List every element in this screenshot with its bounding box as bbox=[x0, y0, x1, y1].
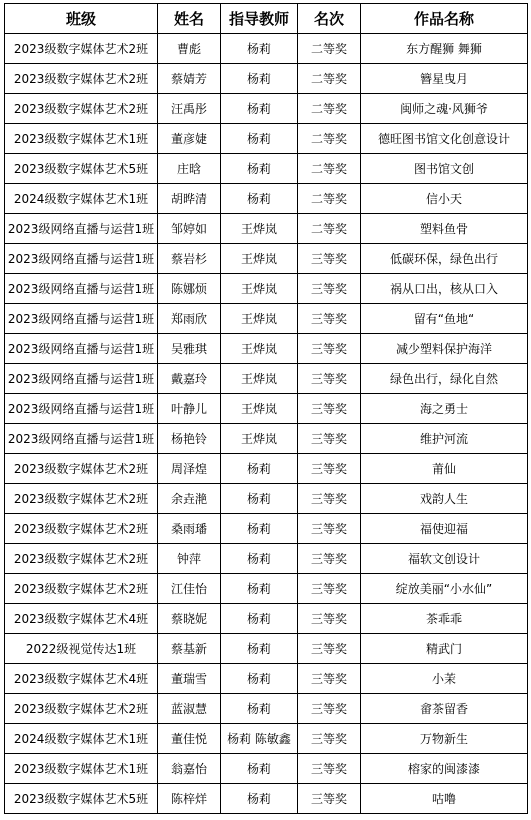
cell-student-name: 庄晗 bbox=[158, 154, 221, 184]
cell-work-title: 德旺图书馆文化创意设计 bbox=[361, 124, 528, 154]
cell-work-title: 绿色出行，绿化自然 bbox=[361, 364, 528, 394]
cell-student-name: 桑雨璠 bbox=[158, 514, 221, 544]
cell-rank: 三等奖 bbox=[298, 784, 361, 814]
cell-rank: 三等奖 bbox=[298, 244, 361, 274]
cell-rank: 三等奖 bbox=[298, 364, 361, 394]
cell-class: 2023级网络直播与运营1班 bbox=[5, 334, 158, 364]
table-row bbox=[5, 424, 528, 454]
table-row bbox=[5, 724, 528, 754]
header-work-title: 作品名称 bbox=[361, 4, 528, 34]
cell-work-title: 精武门 bbox=[361, 634, 528, 664]
cell-student-name: 郑雨欣 bbox=[158, 304, 221, 334]
award-table bbox=[4, 3, 528, 814]
table-row bbox=[5, 334, 528, 364]
cell-rank: 三等奖 bbox=[298, 394, 361, 424]
cell-rank: 三等奖 bbox=[298, 334, 361, 364]
cell-class: 2023级数字媒体艺术2班 bbox=[5, 694, 158, 724]
table-row bbox=[5, 364, 528, 394]
table-row bbox=[5, 274, 528, 304]
cell-work-title: 低碳环保，绿色出行 bbox=[361, 244, 528, 274]
cell-rank: 二等奖 bbox=[298, 184, 361, 214]
table-row bbox=[5, 124, 528, 154]
cell-teacher: 杨莉 bbox=[221, 514, 298, 544]
cell-work-title: 减少塑料保护海洋 bbox=[361, 334, 528, 364]
cell-teacher: 杨莉 bbox=[221, 784, 298, 814]
cell-teacher: 王烨岚 bbox=[221, 244, 298, 274]
cell-student-name: 蔡岩杉 bbox=[158, 244, 221, 274]
cell-student-name: 蔡晓妮 bbox=[158, 604, 221, 634]
header-rank: 名次 bbox=[298, 4, 361, 34]
cell-teacher: 杨莉 bbox=[221, 484, 298, 514]
cell-student-name: 董佳悦 bbox=[158, 724, 221, 754]
cell-student-name: 钟萍 bbox=[158, 544, 221, 574]
cell-rank: 三等奖 bbox=[298, 274, 361, 304]
cell-class: 2023级数字媒体艺术2班 bbox=[5, 574, 158, 604]
cell-work-title: 东方醒狮 舞狮 bbox=[361, 34, 528, 64]
cell-teacher: 杨莉 bbox=[221, 124, 298, 154]
cell-teacher: 杨莉 bbox=[221, 634, 298, 664]
cell-student-name: 江佳怡 bbox=[158, 574, 221, 604]
cell-work-title: 塑料鱼骨 bbox=[361, 214, 528, 244]
table-row bbox=[5, 154, 528, 184]
cell-rank: 三等奖 bbox=[298, 754, 361, 784]
cell-class: 2023级数字媒体艺术2班 bbox=[5, 514, 158, 544]
cell-class: 2023级数字媒体艺术2班 bbox=[5, 34, 158, 64]
cell-class: 2022级视觉传达1班 bbox=[5, 634, 158, 664]
table-row bbox=[5, 694, 528, 724]
cell-class: 2023级网络直播与运营1班 bbox=[5, 394, 158, 424]
cell-student-name: 董彦婕 bbox=[158, 124, 221, 154]
cell-rank: 三等奖 bbox=[298, 664, 361, 694]
cell-class: 2023级网络直播与运营1班 bbox=[5, 244, 158, 274]
cell-student-name: 蔡婧芳 bbox=[158, 64, 221, 94]
cell-work-title: 信小天 bbox=[361, 184, 528, 214]
cell-student-name: 叶静儿 bbox=[158, 394, 221, 424]
cell-teacher: 杨莉 bbox=[221, 184, 298, 214]
cell-teacher: 王烨岚 bbox=[221, 334, 298, 364]
cell-teacher: 王烨岚 bbox=[221, 214, 298, 244]
cell-student-name: 汪禹彤 bbox=[158, 94, 221, 124]
cell-teacher: 杨莉 bbox=[221, 604, 298, 634]
cell-rank: 三等奖 bbox=[298, 574, 361, 604]
cell-teacher: 杨莉 bbox=[221, 544, 298, 574]
cell-student-name: 陈梓烊 bbox=[158, 784, 221, 814]
cell-class: 2023级数字媒体艺术2班 bbox=[5, 64, 158, 94]
cell-rank: 三等奖 bbox=[298, 454, 361, 484]
cell-work-title: 咕噜 bbox=[361, 784, 528, 814]
cell-teacher: 杨莉 bbox=[221, 154, 298, 184]
cell-teacher: 杨莉 bbox=[221, 454, 298, 484]
cell-work-title: 簪星曳月 bbox=[361, 64, 528, 94]
cell-teacher: 杨莉 bbox=[221, 34, 298, 64]
cell-teacher: 王烨岚 bbox=[221, 424, 298, 454]
table-row bbox=[5, 304, 528, 334]
cell-class: 2023级网络直播与运营1班 bbox=[5, 424, 158, 454]
cell-teacher: 杨莉 bbox=[221, 64, 298, 94]
table-header-row bbox=[5, 4, 528, 34]
cell-class: 2023级数字媒体艺术5班 bbox=[5, 154, 158, 184]
cell-work-title: 留有“鱼地“ bbox=[361, 304, 528, 334]
cell-class: 2023级数字媒体艺术1班 bbox=[5, 124, 158, 154]
cell-class: 2023级数字媒体艺术4班 bbox=[5, 604, 158, 634]
cell-work-title: 绽放美丽“小水仙” bbox=[361, 574, 528, 604]
cell-rank: 三等奖 bbox=[298, 484, 361, 514]
table-row bbox=[5, 514, 528, 544]
cell-work-title: 莆仙 bbox=[361, 454, 528, 484]
cell-class: 2023级数字媒体艺术2班 bbox=[5, 484, 158, 514]
cell-work-title: 戏韵人生 bbox=[361, 484, 528, 514]
cell-rank: 二等奖 bbox=[298, 64, 361, 94]
table-row bbox=[5, 394, 528, 424]
cell-teacher: 杨莉 陈敏鑫 bbox=[221, 724, 298, 754]
cell-student-name: 陈娜烦 bbox=[158, 274, 221, 304]
cell-work-title: 闽师之魂·风狮爷 bbox=[361, 94, 528, 124]
cell-student-name: 周泽煌 bbox=[158, 454, 221, 484]
cell-class: 2023级网络直播与运营1班 bbox=[5, 214, 158, 244]
cell-student-name: 邹婷如 bbox=[158, 214, 221, 244]
cell-class: 2024级数字媒体艺术1班 bbox=[5, 724, 158, 754]
cell-teacher: 王烨岚 bbox=[221, 274, 298, 304]
cell-work-title: 福软文创设计 bbox=[361, 544, 528, 574]
cell-class: 2024级数字媒体艺术1班 bbox=[5, 184, 158, 214]
cell-rank: 二等奖 bbox=[298, 94, 361, 124]
table-row bbox=[5, 634, 528, 664]
cell-rank: 三等奖 bbox=[298, 634, 361, 664]
cell-class: 2023级网络直播与运营1班 bbox=[5, 274, 158, 304]
table-row bbox=[5, 754, 528, 784]
table-row bbox=[5, 784, 528, 814]
table-row bbox=[5, 604, 528, 634]
table-row bbox=[5, 214, 528, 244]
cell-student-name: 翁嘉怡 bbox=[158, 754, 221, 784]
cell-work-title: 图书馆文创 bbox=[361, 154, 528, 184]
header-name: 姓名 bbox=[158, 4, 221, 34]
table-row bbox=[5, 94, 528, 124]
cell-work-title: 畲茶留香 bbox=[361, 694, 528, 724]
cell-class: 2023级数字媒体艺术2班 bbox=[5, 454, 158, 484]
cell-rank: 三等奖 bbox=[298, 544, 361, 574]
table-row bbox=[5, 574, 528, 604]
cell-class: 2023级网络直播与运营1班 bbox=[5, 364, 158, 394]
cell-rank: 三等奖 bbox=[298, 694, 361, 724]
table-row bbox=[5, 64, 528, 94]
cell-class: 2023级网络直播与运营1班 bbox=[5, 304, 158, 334]
cell-work-title: 榕家的闽漆漆 bbox=[361, 754, 528, 784]
cell-rank: 二等奖 bbox=[298, 34, 361, 64]
cell-student-name: 胡晔清 bbox=[158, 184, 221, 214]
table-row bbox=[5, 184, 528, 214]
cell-rank: 三等奖 bbox=[298, 424, 361, 454]
cell-teacher: 杨莉 bbox=[221, 664, 298, 694]
table-row bbox=[5, 454, 528, 484]
cell-rank: 三等奖 bbox=[298, 304, 361, 334]
cell-teacher: 杨莉 bbox=[221, 574, 298, 604]
cell-student-name: 杨艳铃 bbox=[158, 424, 221, 454]
cell-class: 2023级数字媒体艺术2班 bbox=[5, 544, 158, 574]
cell-teacher: 杨莉 bbox=[221, 754, 298, 784]
cell-work-title: 小茉 bbox=[361, 664, 528, 694]
cell-teacher: 王烨岚 bbox=[221, 304, 298, 334]
cell-student-name: 董瑞雪 bbox=[158, 664, 221, 694]
cell-rank: 三等奖 bbox=[298, 514, 361, 544]
cell-rank: 二等奖 bbox=[298, 214, 361, 244]
cell-class: 2023级数字媒体艺术4班 bbox=[5, 664, 158, 694]
cell-student-name: 戴嘉玲 bbox=[158, 364, 221, 394]
cell-teacher: 王烨岚 bbox=[221, 394, 298, 424]
table-body bbox=[5, 34, 528, 814]
table-row bbox=[5, 484, 528, 514]
cell-rank: 二等奖 bbox=[298, 154, 361, 184]
cell-work-title: 祸从口出，核从口入 bbox=[361, 274, 528, 304]
cell-student-name: 曹彪 bbox=[158, 34, 221, 64]
cell-teacher: 杨莉 bbox=[221, 94, 298, 124]
cell-work-title: 海之勇士 bbox=[361, 394, 528, 424]
cell-work-title: 维护河流 bbox=[361, 424, 528, 454]
cell-student-name: 蔡基新 bbox=[158, 634, 221, 664]
cell-rank: 三等奖 bbox=[298, 604, 361, 634]
cell-class: 2023级数字媒体艺术5班 bbox=[5, 784, 158, 814]
cell-student-name: 吴雅琪 bbox=[158, 334, 221, 364]
cell-work-title: 福使迎福 bbox=[361, 514, 528, 544]
cell-class: 2023级数字媒体艺术1班 bbox=[5, 754, 158, 784]
cell-rank: 二等奖 bbox=[298, 124, 361, 154]
cell-teacher: 王烨岚 bbox=[221, 364, 298, 394]
table-row bbox=[5, 664, 528, 694]
cell-class: 2023级数字媒体艺术2班 bbox=[5, 94, 158, 124]
cell-rank: 三等奖 bbox=[298, 724, 361, 754]
cell-work-title: 茶乖乖 bbox=[361, 604, 528, 634]
cell-student-name: 蓝淑慧 bbox=[158, 694, 221, 724]
header-class: 班级 bbox=[5, 4, 158, 34]
cell-student-name: 余垚滟 bbox=[158, 484, 221, 514]
header-teacher: 指导教师 bbox=[221, 4, 298, 34]
cell-teacher: 杨莉 bbox=[221, 694, 298, 724]
table-row bbox=[5, 34, 528, 64]
cell-work-title: 万物新生 bbox=[361, 724, 528, 754]
table-row bbox=[5, 544, 528, 574]
table-row bbox=[5, 244, 528, 274]
